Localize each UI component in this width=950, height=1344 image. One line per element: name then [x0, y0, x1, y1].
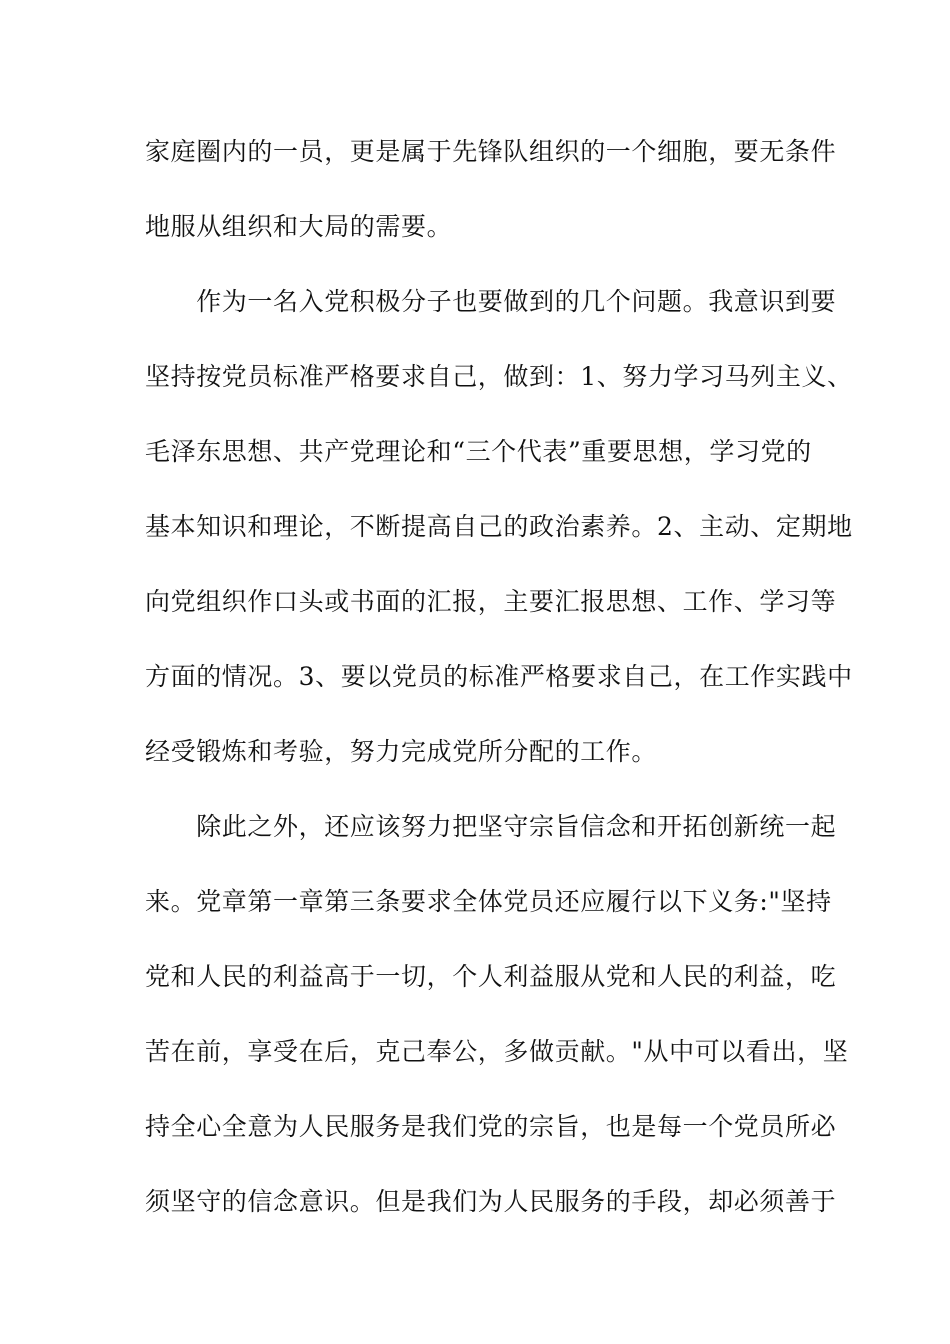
text-line: 来。党章第一章第三条要求全体党员还应履行以下义务:"坚持	[145, 887, 832, 916]
text-line: 向党组织作口头或书面的汇报，主要汇报思想、工作、学习等	[145, 587, 837, 616]
text-line: 方面的情况。3、要以党员的标准严格要求自己，在工作实践中	[145, 662, 853, 691]
text-line: 坚持按党员标准严格要求自己，做到：1、努力学习马列主义、	[145, 362, 853, 391]
text-line: 基本知识和理论，不断提高自己的政治素养。2、主动、定期地	[145, 512, 853, 541]
text-line: 持全心全意为人民服务是我们党的宗旨，也是每一个党员所必	[145, 1112, 837, 1141]
text-line: 作为一名入党积极分子也要做到的几个问题。我意识到要	[145, 287, 837, 316]
text-line: 除此之外，还应该努力把坚守宗旨信念和开拓创新统一起	[145, 812, 837, 841]
text-line: 经受锻炼和考验，努力完成党所分配的工作。	[145, 737, 658, 766]
text-line: 党和人民的利益高于一切，个人利益服从党和人民的利益，吃	[145, 962, 837, 991]
text-line: 须坚守的信念意识。但是我们为人民服务的手段，却必须善于	[145, 1187, 837, 1216]
text-line: 地服从组织和大局的需要。	[145, 212, 453, 241]
text-line: 毛泽东思想、共产党理论和“三个代表”重要思想，学习党的	[145, 437, 812, 466]
text-line: 苦在前，享受在后，克己奉公，多做贡献。"从中可以看出，坚	[145, 1037, 849, 1066]
text-line: 家庭圈内的一员，更是属于先锋队组织的一个细胞，要无条件	[145, 137, 837, 166]
